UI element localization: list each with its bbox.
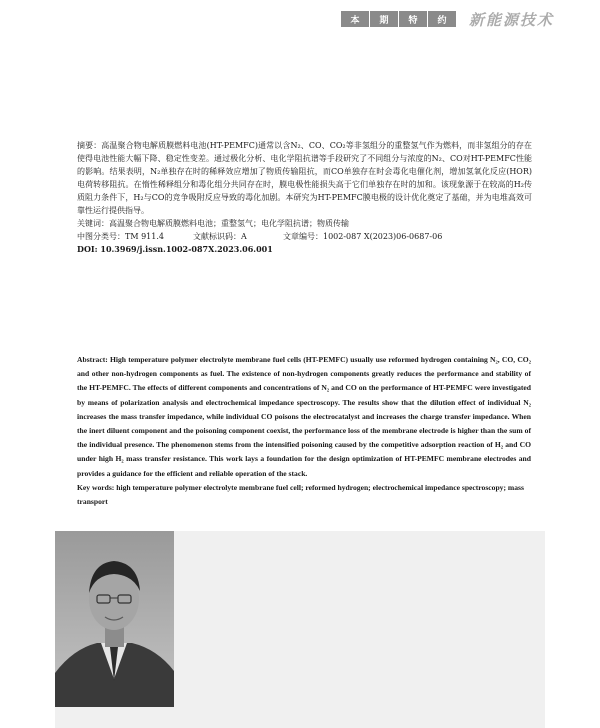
chinese-abstract-block <box>77 139 532 256</box>
journal-brand: 新能源技术 <box>468 10 554 29</box>
journal-header <box>341 8 554 30</box>
classification-row <box>77 230 532 243</box>
document-code: 文献标识码：A <box>193 232 247 241</box>
section-tab: 本 <box>341 11 369 27</box>
chinese-keywords: 关键词：高温聚合物电解质膜燃料电池；重整氢气；电化学阻抗谱；物质传输 <box>77 219 349 228</box>
section-tabs <box>341 11 457 27</box>
clc-number: 中图分类号：TM 911.4 <box>77 232 164 241</box>
author-photo <box>55 531 174 707</box>
section-tab: 特 <box>399 11 427 27</box>
english-keywords: Key words: high temperature polymer electrolyte membrane fuel cell; reformed hydrogen; electrochemical impedance spectroscopy; mass transport <box>77 482 524 507</box>
article-number: 文章编号：1002-087 X(2023)06-0687-06 <box>283 232 443 241</box>
english-abstract: Abstract: High temperature polymer electrolyte membrane fuel cells (HT-PEMFC) usually use reformed hydrogen containing N₂, CO, CO₂ and other non-hydrogen components as fuel. The existence of non-hydrogen components greatly reduces the performance and stability of the HT-PEMFC. The effects of different components and concentrations of N₂ and CO on the performance of HT-PEMFC were investigated by means of polarization analysis and electrochemical impedance spectroscopy. The results show that the dilution effect of individual N₂ increases the mass transfer impedance, while individual CO poisons the electrocatalyst and increases the charge transfer impedance. When the inert diluent component and the poisoning component coexist, the performance loss of the membrane electrode is higher than the sum of the individual presence. The phenomenon stems from the intensified poisoning caused by the competitive adsorption reaction of H₂ and CO under high H₂ mass transfer resistance. This work lays a foundation for the design optimization of HT-PEMFC membrane electrodes and provides a guidance for the efficient and reliable operation of the stack. <box>77 355 531 478</box>
english-abstract-block <box>77 353 531 509</box>
section-tab: 约 <box>428 11 456 27</box>
author-portrait-image <box>55 531 174 707</box>
chinese-abstract: 摘要：高温聚合物电解质膜燃料电池(HT-PEMFC)通常以含N₂、CO、CO₂等非氢组分的重整氢气作为燃料，而非氢组分的存在使得电池性能大幅下降、稳定性变差。通过极化分析、电化学阻抗谱等手段研究了不同组分与浓度的N₂、CO对HT-PEMFC性能的影响。结果表明，N₂单独存在时的稀释效应增加了物质传输阻抗，而CO单独存在时会毒化电催化剂，增加氢氧化反应(HOR)电荷转移阻抗。在惰性稀释组分和毒化组分共同存在时，膜电极性能损失高于它们单独存在时的加和。该现象源于在较高的H₂传质阻力条件下，H₂与CO的竞争吸附反应导致的毒化加剧。本研究为HT-PEMFC膜电极的设计优化奠定了基础，并为电堆高效可靠性运行提供指导。 <box>77 141 532 215</box>
section-tab: 期 <box>370 11 398 27</box>
doi: DOI: 10.3969/j.issn.1002-087X.2023.06.001 <box>77 244 273 254</box>
